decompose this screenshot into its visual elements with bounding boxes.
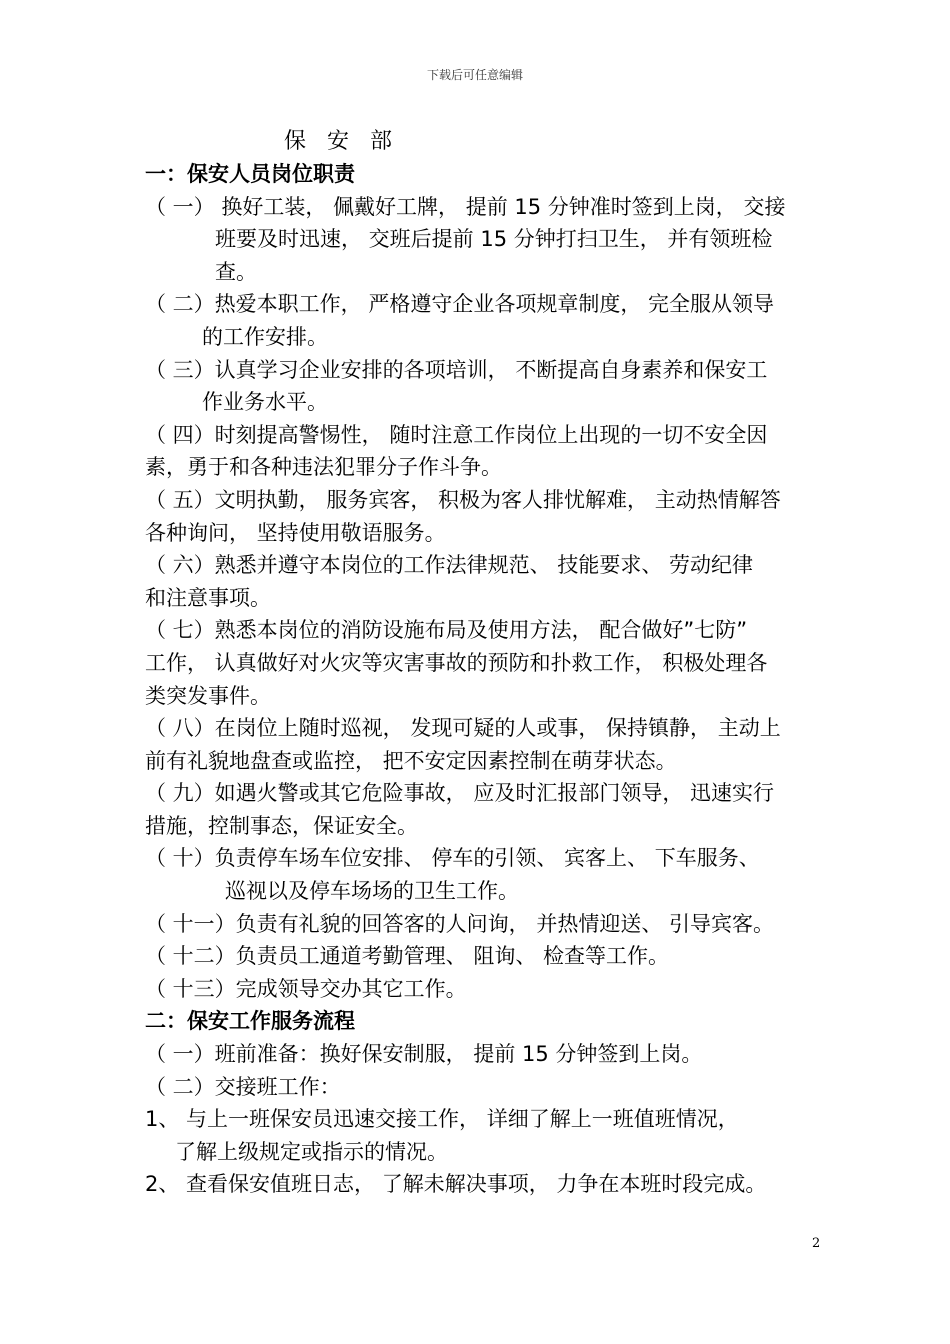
paragraph-line: 各种询问， 坚持使用敬语服务。 (145, 520, 446, 545)
paragraph-line: 素，勇于和各种违法犯罪分子作斗争。 (145, 455, 502, 480)
header-note: 下载后可任意编辑 (426, 68, 523, 82)
document-body (145, 158, 845, 1201)
paragraph-line: （ 五）文明执勤， 服务宾客， 积极为客人排忧解难， 主动热情解答 (145, 487, 781, 512)
paragraph-line: （ 二）交接班工作： (145, 1074, 341, 1099)
paragraph-line: 前有礼貌地盘查或监控， 把不安定因素控制在萌芽状态。 (145, 748, 677, 773)
paragraph-line: （ 四）时刻提高警惕性， 随时注意工作岗位上出现的一切不安全因 (145, 422, 768, 447)
paragraph-line: 类突发事件。 (145, 683, 271, 708)
paragraph-line: 了解上级规定或指示的情况。 (175, 1139, 448, 1164)
paragraph-line: 巡视以及停车场场的卫生工作。 (225, 879, 519, 904)
page-number: 2 (812, 1236, 821, 1251)
section-heading: 二：保安工作服务流程 (145, 1009, 355, 1034)
paragraph-line: （ 一） 换好工装， 佩戴好工牌， 提前 15 分钟准时签到上岗， 交接 (145, 194, 786, 219)
paragraph-line: 和注意事项。 (145, 585, 271, 610)
section-heading: 一：保安人员岗位职责 (145, 162, 355, 186)
paragraph-line: （ 三）认真学习企业安排的各项培训， 不断提高自身素养和保安工 (145, 357, 768, 382)
paragraph-line: 2、 查看保安值班日志， 了解未解决事项， 力争在本班时段完成。 (145, 1172, 767, 1197)
paragraph-line: （ 二）热爱本职工作， 严格遵守企业各项规章制度， 完全服从领导 (145, 292, 775, 317)
paragraph-line: 作业务水平。 (202, 390, 328, 415)
paragraph-line: 查。 (215, 259, 257, 284)
paragraph-line: 班要及时迅速， 交班后提前 15 分钟打扫卫生， 并有领班检 (215, 227, 773, 252)
paragraph-line: （ 十二）负责员工通道考勤管理、 阻询、 检查等工作。 (145, 944, 670, 969)
paragraph-line: （ 九）如遇火警或其它危险事故， 应及时汇报部门领导， 迅速实行 (145, 781, 775, 806)
paragraph-line: （ 十三）完成领导交办其它工作。 (145, 976, 467, 1001)
paragraph-line: （ 六）熟悉并遵守本岗位的工作法律规范、 技能要求、 劳动纪律 (145, 553, 754, 578)
paragraph-line: （ 十一）负责有礼貌的回答客的人问询， 并热情迎送、 引导宾客。 (145, 911, 775, 936)
paragraph-line: （ 十）负责停车场车位安排、 停车的引领、 宾客上、 下车服务、 (145, 846, 760, 871)
paragraph-line: （ 八）在岗位上随时巡视， 发现可疑的人或事， 保持镇静， 主动上 (145, 716, 781, 741)
paragraph-line: （ 一）班前准备：换好保安制服， 提前 15 分钟签到上岗。 (145, 1042, 703, 1067)
paragraph-line: 工作， 认真做好对火灾等灾害事故的预防和扑救工作， 积极处理各 (145, 650, 768, 675)
paragraph-line: 的工作安排。 (202, 324, 328, 349)
paragraph-line: （ 七）熟悉本岗位的消防设施布局及使用方法， 配合做好”七防” (145, 618, 748, 643)
paragraph-line: 措施，控制事态，保证安全。 (145, 813, 418, 838)
paragraph-line: 1、 与上一班保安员迅速交接工作， 详细了解上一班值班情况， (145, 1107, 739, 1132)
page-title: 保 安 部 (284, 129, 399, 154)
